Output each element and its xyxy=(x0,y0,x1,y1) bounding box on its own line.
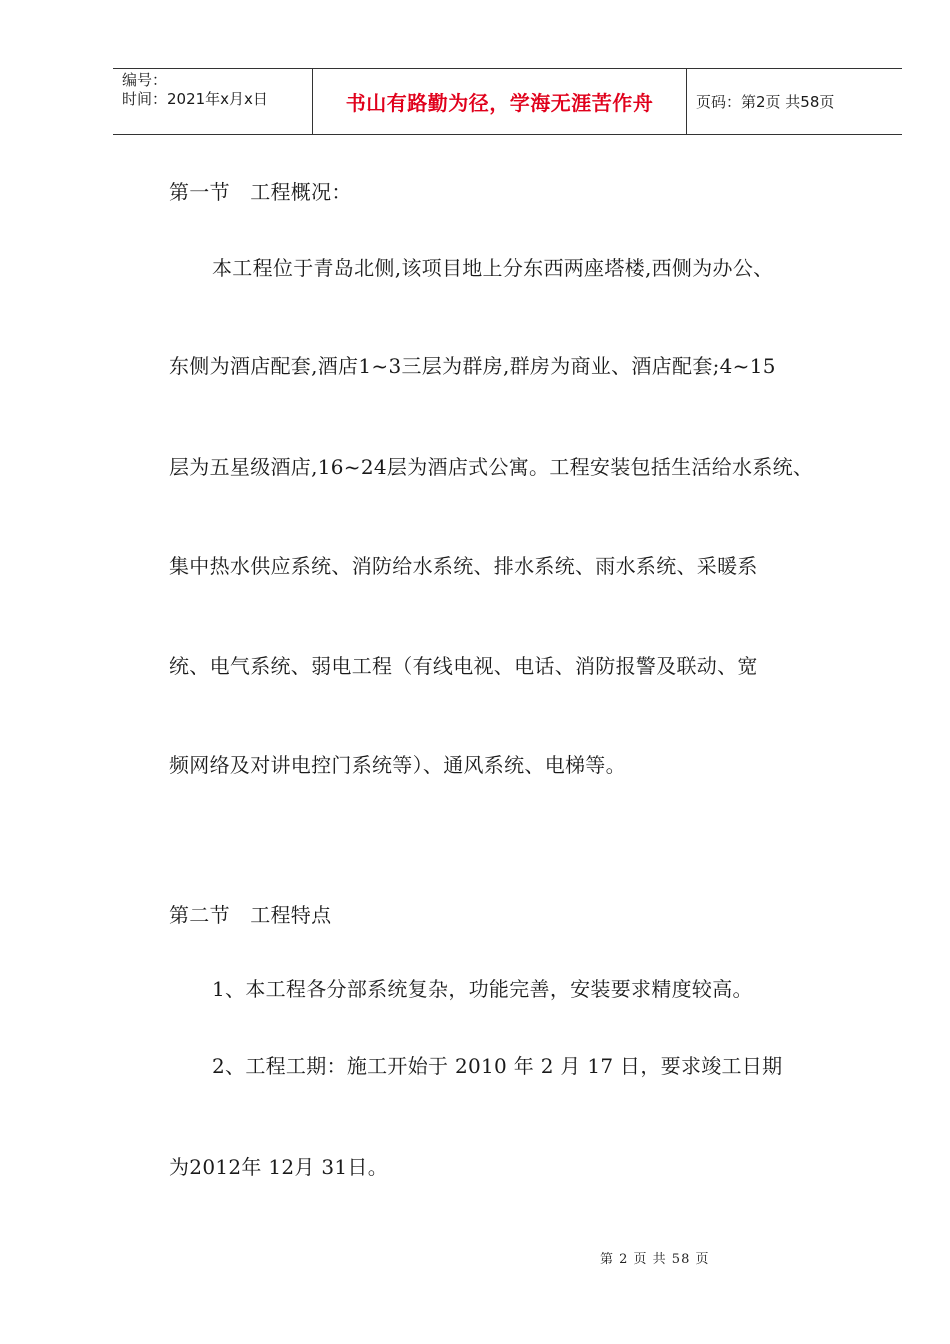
section-2-item: 为2012年 12月 31日。 xyxy=(169,1155,389,1179)
header-table xyxy=(113,68,902,135)
section-2-item: 2、工程工期：施工开始于 2010 年 2 月 17 日，要求竣工日期 xyxy=(212,1054,783,1078)
page-footer: 第 2 页 共 58 页 xyxy=(600,1252,710,1267)
section-1-paragraph-line: 本工程位于青岛北侧,该项目地上分东西两座塔楼,西侧为办公、 xyxy=(212,256,774,280)
time-label: 时间：2021年x月x日 xyxy=(122,90,268,108)
header-meta xyxy=(113,69,313,134)
section-2-item: 1、本工程各分部系统复杂，功能完善，安装要求精度较高。 xyxy=(212,977,753,1001)
number-label: 编号： xyxy=(122,71,168,89)
section-1-title: 第一节 工程概况： xyxy=(169,180,352,204)
section-1-paragraph-line: 集中热水供应系统、消防给水系统、排水系统、雨水系统、采暖系 xyxy=(169,554,758,578)
section-2-title: 第二节 工程特点 xyxy=(169,903,332,927)
section-1-paragraph-line: 统、电气系统、弱电工程（有线电视、电话、消防报警及联动、宽 xyxy=(169,654,758,678)
section-1-paragraph-line: 东侧为酒店配套,酒店1~3三层为群房,群房为商业、酒店配套;4~15 xyxy=(169,354,776,378)
header-motto: 书山有路勤为径，学海无涯苦作舟 xyxy=(313,69,687,134)
section-1-paragraph-line: 层为五星级酒店,16~24层为酒店式公寓。工程安装包括生活给水系统、 xyxy=(169,455,814,479)
header-page-info: 页码：第2页 共58页 xyxy=(696,93,835,111)
section-1-paragraph-line: 频网络及对讲电控门系统等）、通风系统、电梯等。 xyxy=(169,753,626,777)
